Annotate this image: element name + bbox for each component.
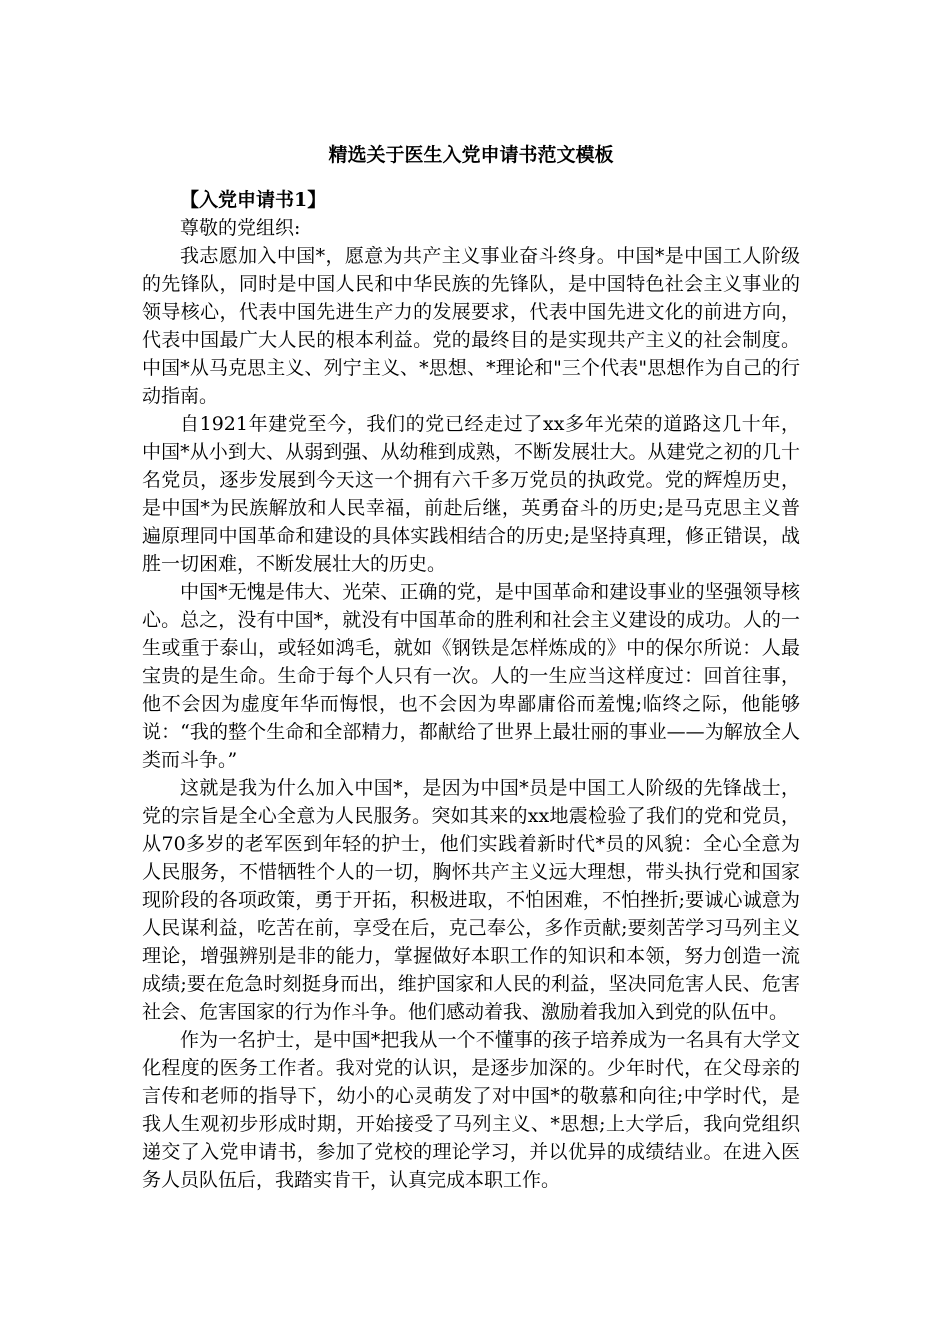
paragraph-5: 作为一名护士，是中国*把我从一个不懂事的孩子培养成为一名具有大学文化程度的医务工作者。我对党的认识，是逐步加深的。少年时代，在父母亲的言传和老师的指导下，幼小的心灵萌发了对中国*的敬慕和向往;中学时代，是我人生观初步形成时期，开始接受了马列主义、*思想;上大学后，我向党组织递交了入党申请书，参加了党校的理论学习，并以优异的成绩结业。在进入医务人员队伍后，我踏实肯干，认真完成本职工作。 — [142, 1029, 800, 1191]
section-heading: 【入党申请书1】 — [180, 189, 327, 211]
document-body — [142, 140, 800, 1194]
paragraph-4: 这就是我为什么加入中国*，是因为中国*员是中国工人阶级的先锋战士，党的宗旨是全心全意为人民服务。突如其来的xx地震检验了我们的党和党员，从70多岁的老军医到年轻的护士，他们实践着新时代*员的风貌：全心全意为人民服务，不惜牺牲个人的一切，胸怀共产主义远大理想，带头执行党和国家现阶段的各项政策，勇于开拓，积极进取，不怕困难，不怕挫折;要诚心诚意为人民谋利益，吃苦在前，享受在后，克己奉公，多作贡献;要刻苦学习马列主义理论，增强辨别是非的能力，掌握做好本职工作的知识和本领，努力创造一流成绩;要在危急时刻挺身而出，维护国家和人民的利益，坚决同危害人民、危害社会、危害国家的行为作斗争。他们感动着我、激励着我加入到党的队伍中。 — [142, 777, 800, 1023]
paragraph-2: 自1921年建党至今，我们的党已经走过了xx多年光荣的道路这几十年，中国*从小到大、从弱到强、从幼稚到成熟，不断发展壮大。从建党之初的几十名党员，逐步发展到今天这一个拥有六千多万党员的执政党。党的辉煌历史，是中国*为民族解放和人民幸福，前赴后继，英勇奋斗的历史;是马克思主义普遍原理同中国革命和建设的具体实践相结合的历史;是坚持真理，修正错误，战胜一切困难，不断发展壮大的历史。 — [142, 413, 800, 575]
document-title: 精选关于医生入党申请书范文模板 — [328, 144, 614, 166]
paragraph-1: 我志愿加入中国*，愿意为共产主义事业奋斗终身。中国*是中国工人阶级的先锋队，同时是中国人民和中华民族的先锋队，是中国特色社会主义事业的领导核心，代表中国先进生产力的发展要求，代表中国先进文化的前进方向，代表中国最广大人民的根本利益。党的最终目的是实现共产主义的社会制度。中国*从马克思主义、列宁主义、*思想、*理论和"三个代表"思想作为自己的行动指南。 — [142, 245, 800, 407]
paragraph-3: 中国*无愧是伟大、光荣、正确的党，是中国革命和建设事业的坚强领导核心。总之，没有中国*，就没有中国革命的胜利和社会主义建设的成功。人的一生或重于泰山，或轻如鸿毛，就如《钢铁是怎样炼成的》中的保尔所说：人最宝贵的是生命。生命于每个人只有一次。人的一生应当这样度过：回首往事，他不会因为虚度年华而悔恨，也不会因为卑鄙庸俗而羞愧;临终之际，他能够说：“我的整个生命和全部精力，都献给了世界上最壮丽的事业——为解放全人类而斗争。” — [142, 581, 800, 771]
salutation: 尊敬的党组织: — [180, 217, 301, 239]
